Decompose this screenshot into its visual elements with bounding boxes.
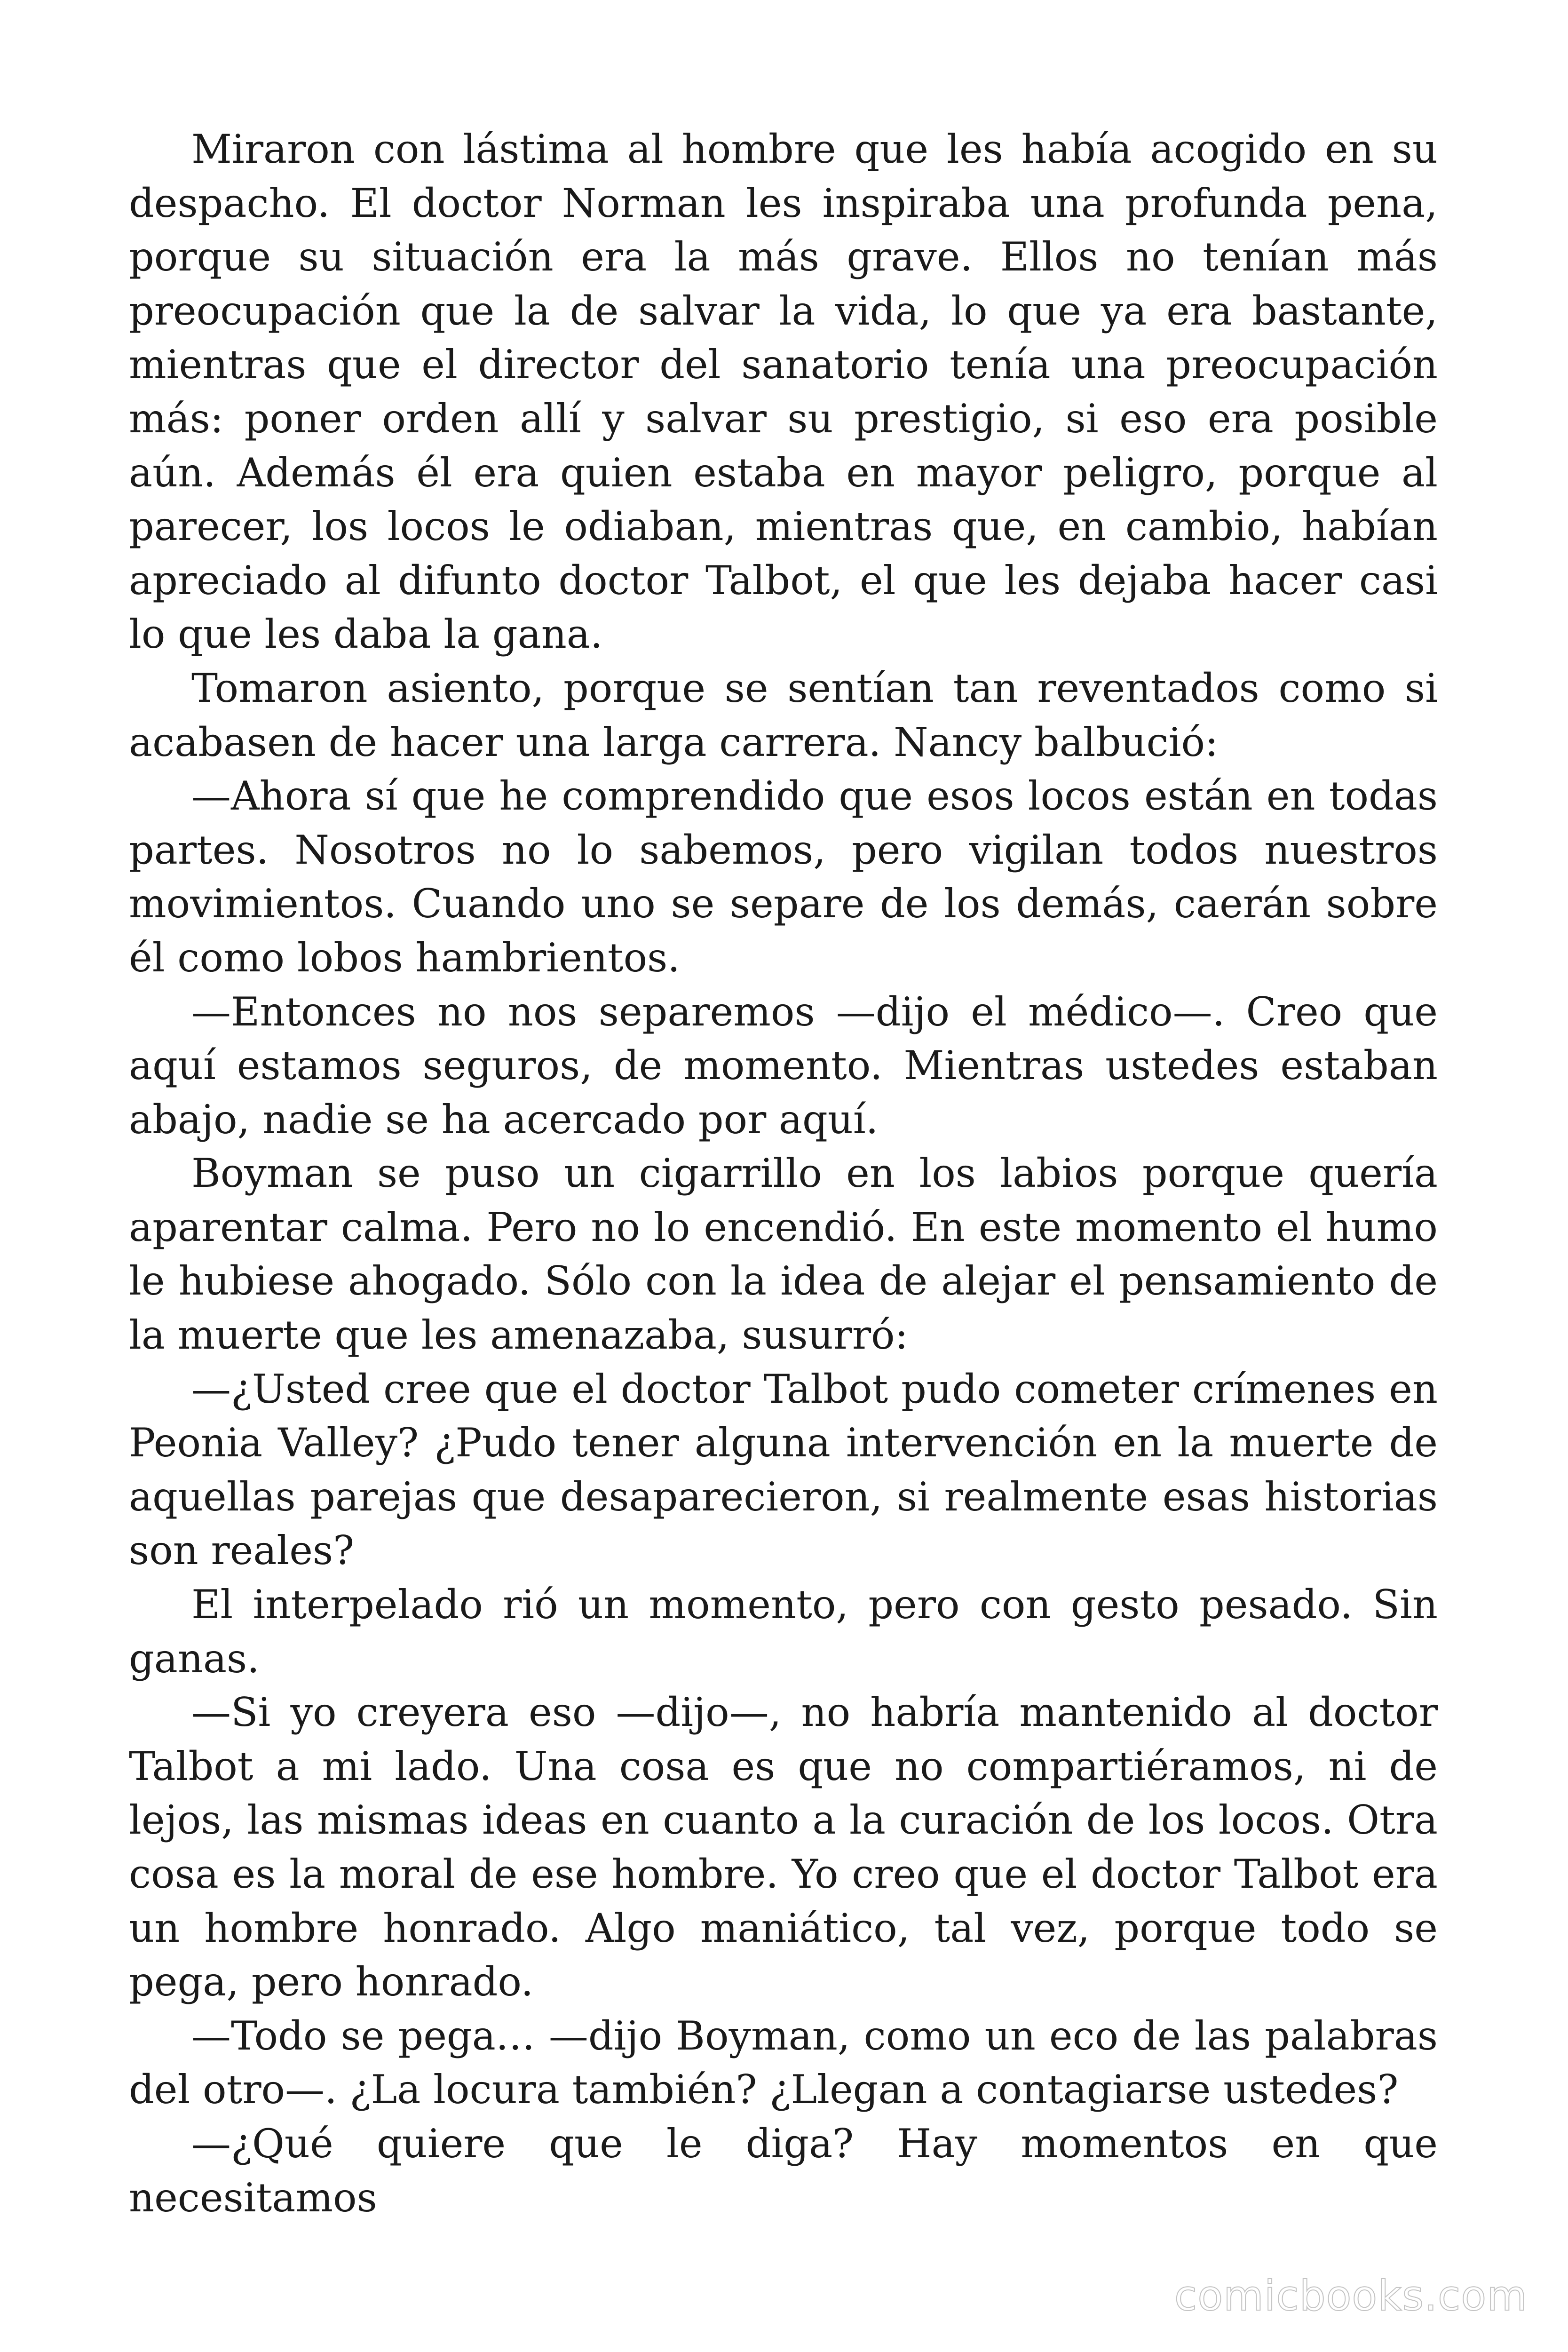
paragraph: Tomaron asiento, porque se sentían tan reventados como si acabasen de hacer una larga carrera. Nancy balbució: (129, 665, 1438, 765)
paragraph-last: —¿Qué quiere que le diga? Hay momentos en que necesitamos (129, 2120, 1438, 2221)
paragraph: Miraron con lástima al hombre que les había acogido en su despacho. El doctor Norman les inspiraba una profunda pena, porque su situación era la más grave. Ellos no tenían más preocupación que la de salvar la vida, lo que ya era bastante, mientras que el director del sanatorio tenía una preocupación más: poner orden allí y salvar su prestigio, si eso era posible aún. Además él era quien estaba en mayor peligro, porque al parecer, los locos le odiaban, mientras que, en cambio, habían apreciado al difunto doctor Talbot, el que les dejaba hacer casi lo que les daba la gana. (129, 126, 1438, 658)
paragraph: El interpelado rió un momento, pero con gesto pesado. Sin ganas. (129, 1581, 1438, 1682)
paragraph: —Si yo creyera eso —dijo—, no habría mantenido al doctor Talbot a mi lado. Una cosa es que no compartiéramos, ni de lejos, las mismas ideas en cuanto a la curación de los locos. Otra cosa es la moral de ese hombre. Yo creo que el doctor Talbot era un hombre honrado. Algo maniático, tal vez, porque todo se pega, pero honrado. (129, 1689, 1438, 2005)
paragraph: —Ahora sí que he comprendido que esos locos están en todas partes. Nosotros no lo sabemos, pero vigilan todos nuestros movimientos. Cuando uno se separe de los demás, caerán sobre él como lobos hambrientos. (129, 773, 1438, 981)
body-text (129, 122, 1438, 2225)
paragraph: —Entonces no nos separemos —dijo el médico—. Creo que aquí estamos seguros, de momento. Mientras ustedes estaban abajo, nadie se ha acercado por aquí. (129, 988, 1438, 1143)
watermark: comicbooks.com (1174, 2272, 1528, 2320)
paragraph: —¿Usted cree que el doctor Talbot pudo cometer crímenes en Peonia Valley? ¿Pudo tener alguna intervención en la muerte de aquellas parejas que desaparecieron, si realmente esas historias son reales? (129, 1366, 1438, 1574)
paragraph: Boyman se puso un cigarrillo en los labios porque quería aparentar calma. Pero no lo encendió. En este momento el humo le hubiese ahogado. Sólo con la idea de alejar el pensamiento de la muerte que les amenazaba, susurró: (129, 1150, 1438, 1359)
paragraph: —Todo se pega… —dijo Boyman, como un eco de las palabras del otro—. ¿La locura también? ¿Llegan a contagiarse ustedes? (129, 2012, 1438, 2113)
